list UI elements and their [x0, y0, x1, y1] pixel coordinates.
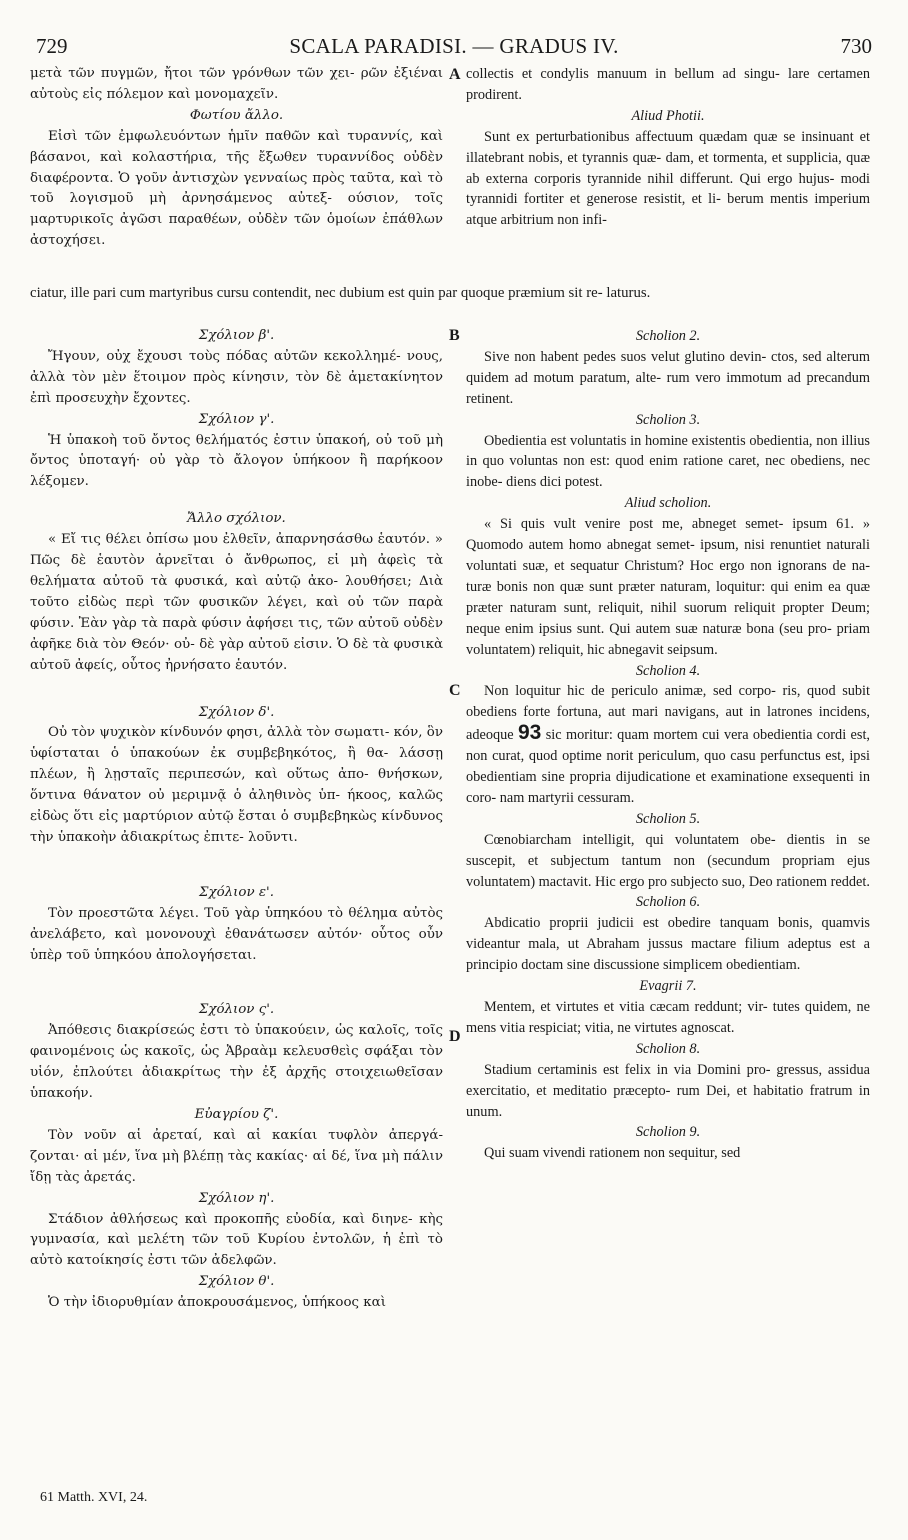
greek-s8-heading: Σχόλιον η'. — [198, 1190, 275, 1206]
greek-s7-text: Τὸν νοῦν αἱ ἀρεταί, καὶ αἱ κακίαι τυφλὸν ἀπεργά- ζονται· αἱ μέν, ἵνα μὴ βλέπῃ τὰς κακίας· αἱ δέ, ἵνα μὴ πάλιν ἴδῃ τὰς ἀρετάς. — [30, 1127, 443, 1185]
greek-s3-heading: Σχόλιον γ'. — [198, 411, 275, 427]
latin-s9-text: Qui suam vivendi rationem non sequitur, sed — [484, 1145, 741, 1162]
greek-s4-heading: Σχόλιον δ'. — [198, 704, 275, 720]
greek-s9-heading: Σχόλιον θ'. — [198, 1274, 275, 1290]
margin-marker-a: A — [449, 66, 461, 83]
greek-column-bottom — [30, 326, 443, 1314]
latin-alt-heading: Aliud scholion. — [624, 495, 712, 512]
latin-photii-text: Sunt ex perturbationibus affectuum quædam quæ se insinuant et illatebrant nobis, et tyrannis quæ- dam, et tormenta, et supplicia, quæ ab externa corporis tyrannide nihil differunt. Qui ergo hujus- modi tyrannidi fortiter et generose resistit, et li- berum mentis imperium atque arbitrium non infi- — [466, 128, 870, 229]
greek-alt-text: « Εἴ τις θέλει ὀπίσω μου ἐλθεῖν, ἀπαρνησάσθω ἑαυτόν. » Πῶς δὲ ἑαυτὸν ἀρνεῖται ὁ ἄνθρωπος, εἰ μὴ ἀφεὶς τὰ θελήματα αὐτοῦ τὰ φυσικά, καὶ αὐτῷ ἀκο- λουθήσει; Διὰ τοῦτο εἰδὼς περὶ τῶν φυσικῶν λέγει, καὶ οὐ τῶν παρὰ φύσιν. Ἐὰν γὰρ τὰ παρὰ φύσιν ἀφήσει τις, τῶν αὐτοῦ οὐδὲν ἀφῆκε διὰ τὸν Θεόν· οὐ- δὲ γὰρ αὐτοῦ εἰσιν. Ὁ δὲ τὰ φυσικὰ αὐτοῦ ἀφείς, οὗτος ἠρνήσατο ἑαυτόν. — [30, 532, 443, 673]
page-number-right: 730 — [840, 34, 872, 58]
greek-s7-heading: Εὐαγρίου ζ'. — [194, 1107, 279, 1122]
margin-marker-b: B — [449, 327, 460, 344]
latin-s5-heading: Scholion 5. — [635, 810, 701, 827]
greek-s5-text: Τὸν προεστῶτα λέγει. Τοῦ γὰρ ὑπηκόου τὸ θέλημα αὐτὸς ἀνελάβετο, καὶ μονονουχὶ ἐθανάτωσεν αὐτόν· οὗτος οὖν ὑπὲρ τοῦ ὑπηκόου ἀπολογήσεται. — [30, 905, 443, 963]
greek-s6-text: Ἀπόθεσις διακρίσεώς ἐστι τὸ ὑπακούειν, ὡς καλοῖς, τοῖς φαινομένοις ὡς κακοῖς, ὡς Ἀβραὰμ κελευσθεὶς σφάξαι τὸν υἱόν, ἐπλούτει ἀδιακρίτως τὴν ἐξ ἀρχῆς στοιχειωθεῖσαν ὑπακοήν. — [30, 1023, 443, 1102]
latin-s8-text: Stadium certaminis est felix in via Domini pro- gressus, assidua exercitatio, et meditatio præcepto- rum Dei, et habitatio fratrum in unum. — [466, 1061, 870, 1120]
margin-marker-c: C — [449, 682, 461, 699]
greek-s8-text: Στάδιον ἀθλήσεως καὶ προκοπῆς εὐοδία, καὶ διηνε- κὴς γυμνασία, καὶ μελέτη τῶν τοῦ Κυρίου ἐντολῶν, ἡ ἐπὶ τὸ αὐτὸ κατοίκησίς ἐστι τῶν ἀδελφῶν. — [30, 1211, 443, 1269]
latin-s7-heading: Evagrii 7. — [639, 978, 697, 995]
latin-s4-heading: Scholion 4. — [635, 662, 701, 679]
latin-s3-text: Obedientia est voluntatis in homine existentis obedientia, non illius in quo voluntas non est: quod enim ratione caret, nec obediens, nec inobe- diens dici potest. — [466, 432, 870, 491]
latin-s4-text — [466, 681, 870, 808]
running-title: SCALA PARADISI. — GRADUS IV. — [289, 34, 619, 58]
page-number-left: 729 — [36, 34, 68, 58]
greek-photii-heading: Φωτίου ἄλλο. — [189, 107, 284, 123]
latin-s5-text: Cœnobiarcham intelligit, qui voluntatem obe- dientis in se suscepit, et subjectum tantum non (secundum propriam ejus voluntatem) mactavit. Hic ergo pro subjecto suo, Deo rationem reddet. — [466, 831, 870, 890]
latin-s4-text-b: sic moritur: quam mortem cui vera obedientia cordi est, non curat, quod optime norit periculum, quo casu perfunctus est, ipsi obedientiam sine propria dijudicatione et examinatione exsequenti in coro- nam martyrii cessuram. — [466, 727, 870, 806]
latin-s7-text: Mentem, et virtutes et vitia cæcam reddunt; vir- tutes quidem, ne mens vitia respiciat; vitia, ne virtutes agnoscat. — [466, 999, 870, 1036]
latin-s2-text: Sive non habent pedes suos velut glutino devin- ctos, sed alterum quidem ad motum paratum, alte- rum vero immotum ad precandum retinent. — [466, 348, 870, 407]
latin-column-bottom — [466, 326, 870, 1164]
latin-s4-text-a: Non loquitur hic de periculo animæ, sed corpo- ris, quod subit obediens forte fortuna, aut mari navigans, aut in latrones incidens, adeoque — [466, 683, 870, 744]
greek-photii-text: Εἰσὶ τῶν ἐμφωλευόντων ἡμῖν παθῶν καὶ τυραννίς, καὶ βάσανοι, καὶ κολαστήρια, τῆς ἔξωθεν τυραννίδος οὐδὲν διαφέροντα. Ὁ γοῦν ἀντισχὼν γενναίως πρὸς ταῦτα, καὶ τὸ τοῦ λογισμοῦ μὴ ἀρνησάμενος αὐτεξ- ούσιον, τοῖς μαρτυρικοῖς ἀγῶσι παραθέων, οὐδὲν τῶν ὁμοίων ἐπάθλων ἀστοχήσει. — [30, 128, 443, 249]
latin-column-top — [466, 64, 870, 231]
latin-s2-heading: Scholion 2. — [635, 328, 701, 344]
latin-s3-heading: Scholion 3. — [635, 411, 701, 428]
latin-s6-text: Abdicatio proprii judicii est obedire tanquam bonis, quamvis videantur mala, ut Abraham jussus mactare filium adeptus est a principio doctam sine discussione simplicem obedientiam. — [466, 915, 870, 974]
page-header — [30, 34, 878, 60]
full-width-continuation: ciatur, ille pari cum martyribus cursu contendit, nec dubium est quin par quoque præmium sit re- laturus. — [30, 285, 651, 301]
margin-marker-d: D — [449, 1028, 461, 1045]
latin-s9-heading: Scholion 9. — [635, 1124, 701, 1141]
footnote: 61 Matth. XVI, 24. — [40, 1490, 148, 1505]
greek-s2-heading: Σχόλιον β'. — [198, 328, 275, 343]
greek-intro: μετὰ τῶν πυγμῶν, ἤτοι τῶν γρόνθων τῶν χει- ρῶν ἐξιέναι αὐτοὺς εἰς πόλεμον καὶ μονομαχεῖν. — [30, 66, 443, 102]
greek-s5-heading: Σχόλιον ε'. — [199, 884, 274, 900]
greek-s6-heading: Σχόλιον ς'. — [198, 1002, 275, 1018]
latin-s6-heading: Scholion 6. — [635, 894, 701, 911]
greek-alt-heading: Ἄλλο σχόλιον. — [187, 511, 286, 527]
latin-intro: collectis et condylis manuum in bellum ad singu- lare certamen prodirent. — [466, 66, 870, 103]
latin-alt-text: « Si quis vult venire post me, abneget semet- ipsum 61. » Quomodo autem homo abnegat semet- ipsum, nisi renuntiet naturali voluntati suæ, et sequatur Christum? Hoc ergo non ignorans de na- turæ bonis non quæ sunt præter naturam, loquitur: qui enim ea quæ præter naturam sunt, reliquit, nihil suorum reliquit propter Deum; neque enim ipsius sunt. Qui autem suæ naturæ bona (seu pro- priam voluntatem) reliquit, hic abnegavit seipsum. — [466, 516, 870, 658]
column-number: 93 — [518, 721, 542, 745]
greek-s2-text: Ἤγουν, οὐχ ἔχουσι τοὺς πόδας αὐτῶν κεκολλημέ- νους, ἀλλὰ τὸν μὲν ἕτοιμον πρὸς κίνησιν, τὸν δὲ ἀμετακίνητον ἐπὶ προσευχὴν ἔχοντες. — [30, 348, 443, 406]
greek-s3-text: Ἡ ὑπακοὴ τοῦ ὄντος θελήματός ἐστιν ὑπακοή, οὐ τοῦ μὴ ὄντος ὑποταγή· οὐ γὰρ τὸ ἄλογον ὑπήκοον ἢ παρήκοον λέξομεν. — [30, 432, 443, 490]
greek-s9-text: Ὁ τὴν ἰδιορυθμίαν ἀποκρουσάμενος, ὑπήκοος καὶ — [48, 1295, 386, 1311]
latin-s8-heading: Scholion 8. — [635, 1040, 701, 1057]
latin-photii-heading: Aliud Photii. — [631, 107, 705, 124]
greek-column-top — [30, 64, 443, 252]
greek-s4-text: Οὐ τὸν ψυχικὸν κίνδυνόν φησι, ἀλλὰ τὸν σωματι- κόν, ὃν ὑφίσταται ὁ ὑπακούων ἐκ συμβεβηκότος, ἢ θα- λάσσῃ πλέων, ἢ λῃσταῖς περιπεσών, καὶ οὕτως ἀπο- θνήσκων, ὅντινα θάνατον οὐ μεριμνᾷ ὁ ἀληθινὸς ὑπ- ήκοος, καλῶς εἰδὼς ὅτι εἰς μαρτύριον αὐτῷ ἔσται ὁ συμβεβηκὼς κίνδυνος τὴν ὑπακοὴν ἀδιακρίτως ἐπιτε- λοῦντι. — [30, 725, 443, 845]
